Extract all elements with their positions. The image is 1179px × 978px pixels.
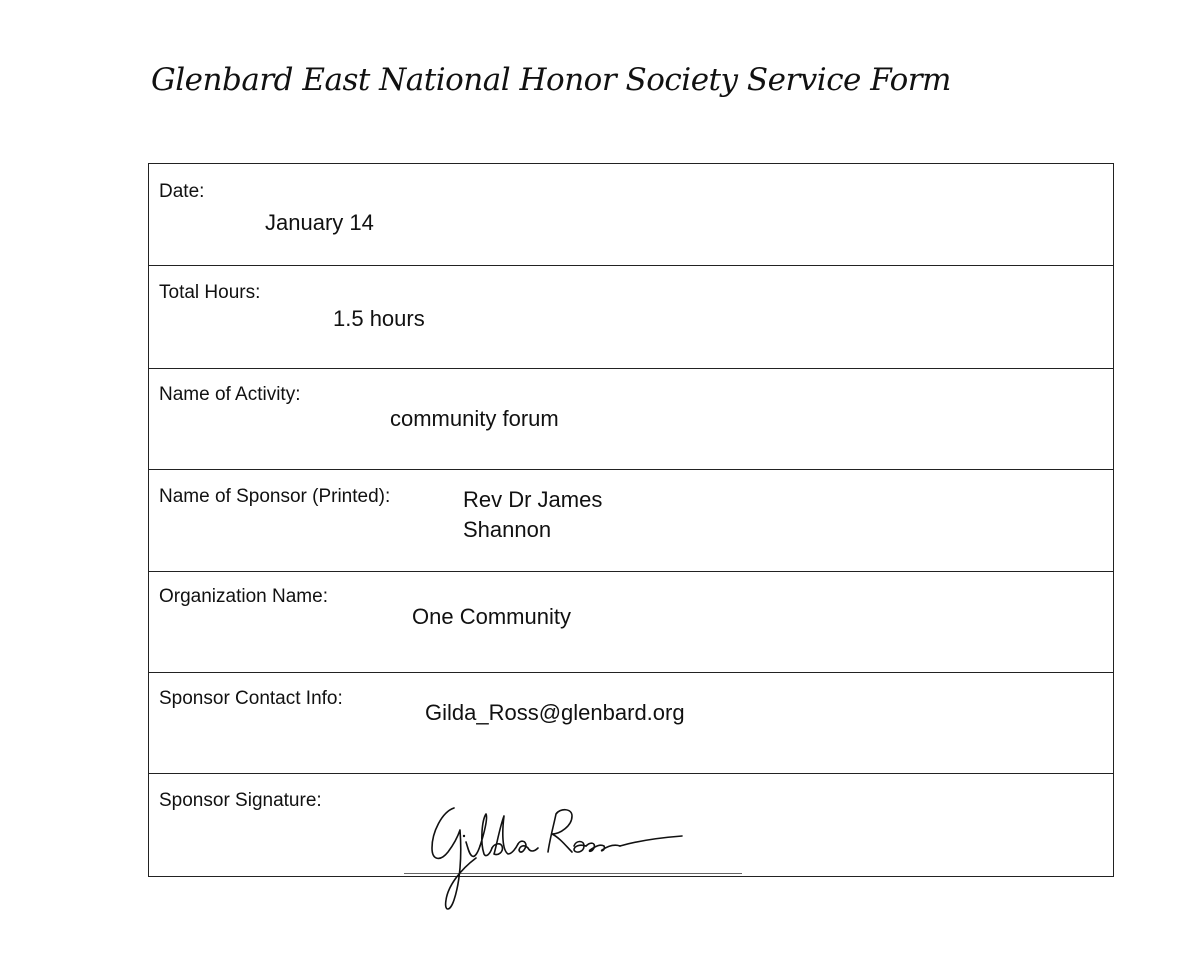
date-row [149, 164, 1113, 266]
activity-label: Name of Activity: [159, 384, 301, 405]
form-title: Glenbard East National Honor Society Service Form [151, 62, 951, 98]
signature-text: Gilda Ross [424, 783, 495, 800]
date-value: January 14 [265, 210, 374, 235]
organization-label: Organization Name: [159, 586, 328, 607]
signature-row [149, 774, 1113, 876]
signature-image [424, 783, 684, 916]
signature-label: Sponsor Signature: [159, 790, 322, 811]
contact-label: Sponsor Contact Info: [159, 688, 343, 709]
contact-row [149, 673, 1113, 774]
organization-value: One Community [412, 604, 571, 629]
sponsor-name-label: Name of Sponsor (Printed): [159, 486, 391, 507]
organization-row [149, 572, 1113, 673]
total-hours-value: 1.5 hours [333, 306, 425, 331]
sponsor-name-row [149, 470, 1113, 572]
total-hours-row [149, 266, 1113, 369]
total-hours-label: Total Hours: [159, 282, 261, 303]
date-label: Date: [159, 181, 205, 202]
contact-value: Gilda_Ross@glenbard.org [425, 700, 685, 725]
activity-row [149, 369, 1113, 470]
service-form-table [148, 163, 1114, 877]
sponsor-name-value: Rev Dr James Shannon [463, 487, 603, 542]
activity-value: community forum [390, 406, 559, 431]
